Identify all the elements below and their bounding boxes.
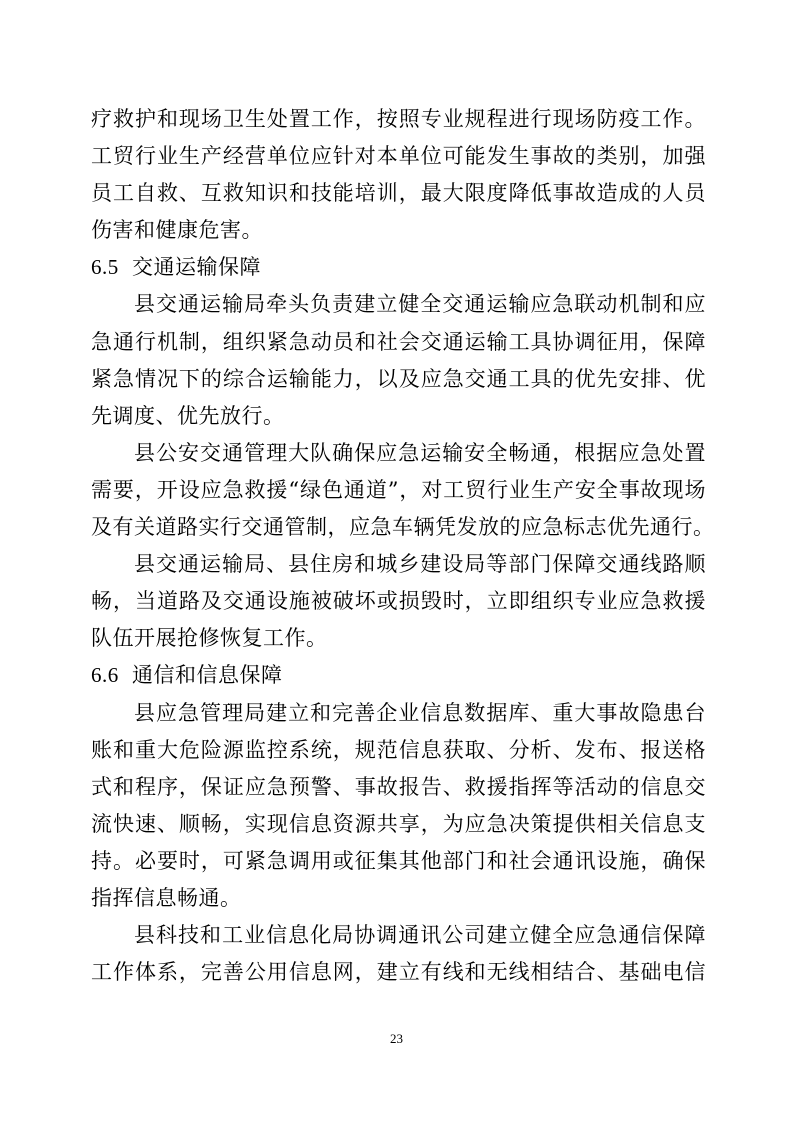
body-text	[91, 101, 715, 991]
text-line: 需要，开设应急救援“绿色通道”，对工贸行业生产安全事故现场	[91, 477, 706, 502]
text-line: 工贸行业生产经营单位应针对本单位可能发生事故的类别，加强	[91, 144, 706, 169]
text-line: 持。必要时，可紧急调用或征集其他部门和社会通讯设施，确保	[91, 848, 706, 873]
paragraph-6-6-2	[91, 917, 706, 991]
text-line: 紧急情况下的综合运输能力，以及应急交通工具的优先安排、优	[91, 366, 706, 391]
section-heading-6-6	[91, 657, 706, 694]
paragraph-continuation	[91, 101, 706, 249]
text-line: 伤害和健康危害。	[91, 218, 263, 243]
text-line: 急通行机制，组织紧急动员和社会交通运输工具协调征用，保障	[91, 329, 706, 354]
paragraph-6-5-2	[91, 435, 715, 546]
section-number: 6.5	[91, 255, 119, 280]
text-line: 队伍开展抢修恢复工作。	[91, 626, 328, 651]
text-line: 县交通运输局牵头负责建立健全交通运输应急联动机制和应	[134, 292, 706, 317]
text-line: 县科技和工业信息化局协调通讯公司建立健全应急通信保障	[134, 923, 706, 948]
text-line: 式和程序，保证应急预警、事故报告、救援指挥等活动的信息交	[91, 774, 706, 799]
text-line: 账和重大危险源监控系统，规范信息获取、分析、发布、报送格	[91, 737, 706, 762]
section-title: 通信和信息保障	[132, 663, 283, 688]
page-number: 23	[390, 1031, 403, 1046]
text-line: 疗救护和现场卫生处置工作，按照专业规程进行现场防疫工作。	[91, 107, 706, 131]
paragraph-6-5-1	[91, 286, 706, 434]
text-line: 县交通运输局、县住房和城乡建设局等部门保障交通线路顺	[134, 552, 706, 577]
text-line: 及有关道路实行交通管制，应急车辆凭发放的应急标志优先通行。	[91, 515, 715, 540]
text-line: 流快速、顺畅，实现信息资源共享，为应急决策提供相关信息支	[91, 811, 706, 836]
text-line: 指挥信息畅通。	[91, 885, 242, 910]
text-line: 县应急管理局建立和完善企业信息数据库、重大事故隐患台	[134, 700, 706, 725]
section-number: 6.6	[91, 663, 119, 688]
text-line: 畅，当道路及交通设施被破坏或损毁时，立即组织专业应急救援	[91, 589, 706, 614]
text-line: 工作体系，完善公用信息网，建立有线和无线相结合、基础电信	[91, 960, 706, 985]
section-heading-6-5	[91, 249, 706, 286]
text-line: 县公安交通管理大队确保应急运输安全畅通，根据应急处置	[134, 440, 706, 465]
text-line: 员工自救、互救知识和技能培训，最大限度降低事故造成的人员	[91, 181, 706, 206]
paragraph-6-6-1	[91, 695, 706, 918]
section-title: 交通运输保障	[132, 255, 261, 280]
text-line: 先调度、优先放行。	[91, 403, 285, 428]
paragraph-6-5-3	[91, 546, 706, 657]
